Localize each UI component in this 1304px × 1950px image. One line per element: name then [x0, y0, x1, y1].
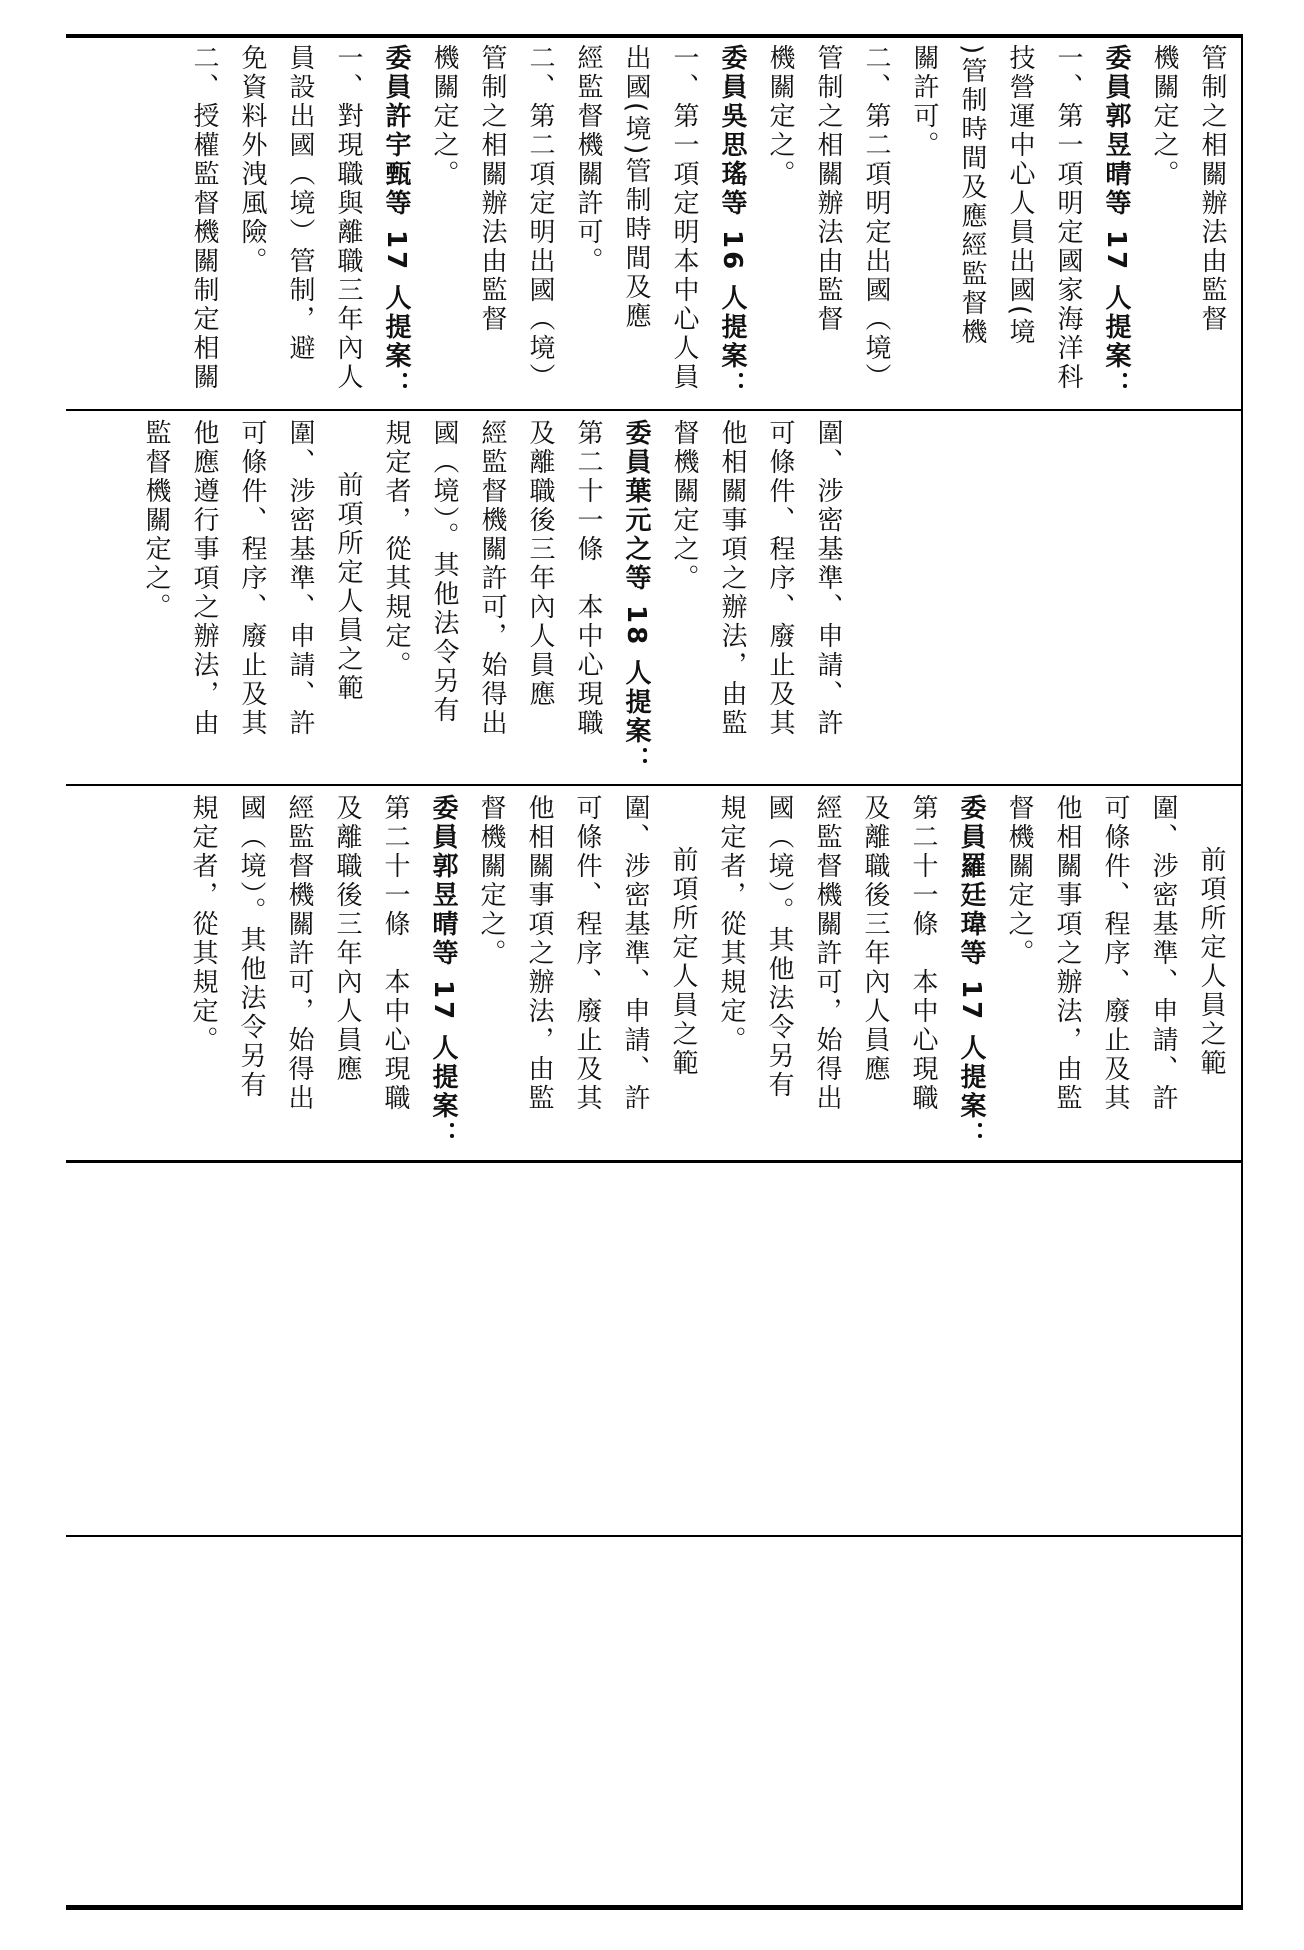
row-divider-2	[66, 784, 1243, 786]
text-block-row1	[180, 44, 1236, 404]
text-line: 他相關事項之辦法，由監	[524, 794, 554, 1113]
row-divider-4	[66, 1535, 1243, 1537]
text-line: 第二十一條 本中心現職	[908, 794, 938, 1113]
text-line: 及離職後三年內人員應	[332, 794, 362, 1084]
text-line: 二、授權監督機關制定相關	[189, 44, 219, 392]
text-line: 第二十一條 本中心現職	[380, 794, 410, 1113]
text-line: 規定者，從其規定。	[381, 419, 411, 680]
text-line: 經監督機關許可，始得出	[284, 794, 314, 1113]
proposal-heading: 委員葉元之等 18 人提案：	[621, 419, 651, 776]
text-line: 前項所定人員之範	[668, 846, 698, 1078]
text-line: 國（境）。其他法令另有	[764, 794, 794, 1100]
text-line: 監督機關定之。	[141, 419, 171, 622]
text-line: 管制之相關辦法由監督	[1197, 44, 1227, 334]
text-block-row2	[132, 419, 852, 779]
text-line: 一、第一項明定國家海洋科	[1053, 44, 1083, 392]
text-line: 他相關事項之辦法，由監	[1052, 794, 1082, 1113]
right-border	[1241, 34, 1243, 1910]
text-line: 他相關事項之辦法，由監	[717, 419, 747, 738]
text-line: 可條件、程序、廢止及其	[572, 794, 602, 1113]
text-line: 國（境）。其他法令另有	[429, 419, 459, 725]
top-border	[66, 34, 1243, 38]
text-line: 管制之相關辦法由監督	[477, 44, 507, 334]
proposal-heading: 委員郭昱晴等 17 人提案：	[1101, 44, 1131, 401]
text-line: 一、對現職與離職三年內人	[333, 44, 363, 392]
text-line: 管制之相關辦法由監督	[813, 44, 843, 334]
proposal-heading: 委員郭昱晴等 17 人提案：	[428, 794, 458, 1151]
text-line: 出國(境)管制時間及應	[621, 44, 651, 332]
text-line: 經監督機關許可，始得出	[812, 794, 842, 1113]
text-line: 機關定之。	[429, 44, 459, 189]
text-line: 規定者，從其規定。	[716, 794, 746, 1055]
text-line: 經監督機關許可。	[573, 44, 603, 276]
text-line: 及離職後三年內人員應	[860, 794, 890, 1084]
bottom-border	[66, 1905, 1243, 1910]
text-line: 圍、涉密基準、申請、許	[1148, 794, 1178, 1113]
text-line: 督機關定之。	[476, 794, 506, 968]
text-line: 機關定之。	[1149, 44, 1179, 189]
proposal-heading: 委員許宇甄等 17 人提案：	[381, 44, 411, 401]
proposal-heading: 委員羅廷瑋等 17 人提案：	[956, 794, 986, 1151]
text-line: 二、第二項明定出國（境）	[861, 44, 891, 392]
text-line: 免資料外洩風險。	[237, 44, 267, 276]
text-line: 員設出國（境）管制，避	[285, 44, 315, 363]
text-line: 二、第二項定明出國（境）	[525, 44, 555, 392]
text-line: 及離職後三年內人員應	[525, 419, 555, 709]
text-line: 可條件、程序、廢止及其	[765, 419, 795, 738]
text-line: 圍、涉密基準、申請、許	[813, 419, 843, 738]
text-line: 督機關定之。	[1004, 794, 1034, 968]
text-line: 圍、涉密基準、申請、許	[285, 419, 315, 738]
row-divider-3	[66, 1160, 1243, 1163]
text-line: 第二十一條 本中心現職	[573, 419, 603, 738]
text-block-row3	[179, 794, 1235, 1154]
text-line: 圍、涉密基準、申請、許	[620, 794, 650, 1113]
text-line: 國（境）。其他法令另有	[236, 794, 266, 1100]
text-line: 規定者，從其規定。	[188, 794, 218, 1055]
text-line: )管制時間及應經監督機	[957, 44, 987, 348]
text-line: 關許可。	[909, 44, 939, 160]
text-line: 前項所定人員之範	[333, 471, 363, 703]
text-line: 一、第一項定明本中心人員	[669, 44, 699, 392]
row-divider-1	[66, 409, 1243, 411]
text-line: 可條件、程序、廢止及其	[237, 419, 267, 738]
text-line: 前項所定人員之範	[1196, 846, 1226, 1078]
text-line: 他應遵行事項之辦法，由	[189, 419, 219, 738]
text-line: 機關定之。	[765, 44, 795, 189]
proposal-heading: 委員吳思瑤等 16 人提案：	[717, 44, 747, 401]
text-line: 經監督機關許可，始得出	[477, 419, 507, 738]
text-line: 督機關定之。	[669, 419, 699, 593]
text-line: 可條件、程序、廢止及其	[1100, 794, 1130, 1113]
text-line: 技營運中心人員出國(境	[1005, 44, 1035, 348]
